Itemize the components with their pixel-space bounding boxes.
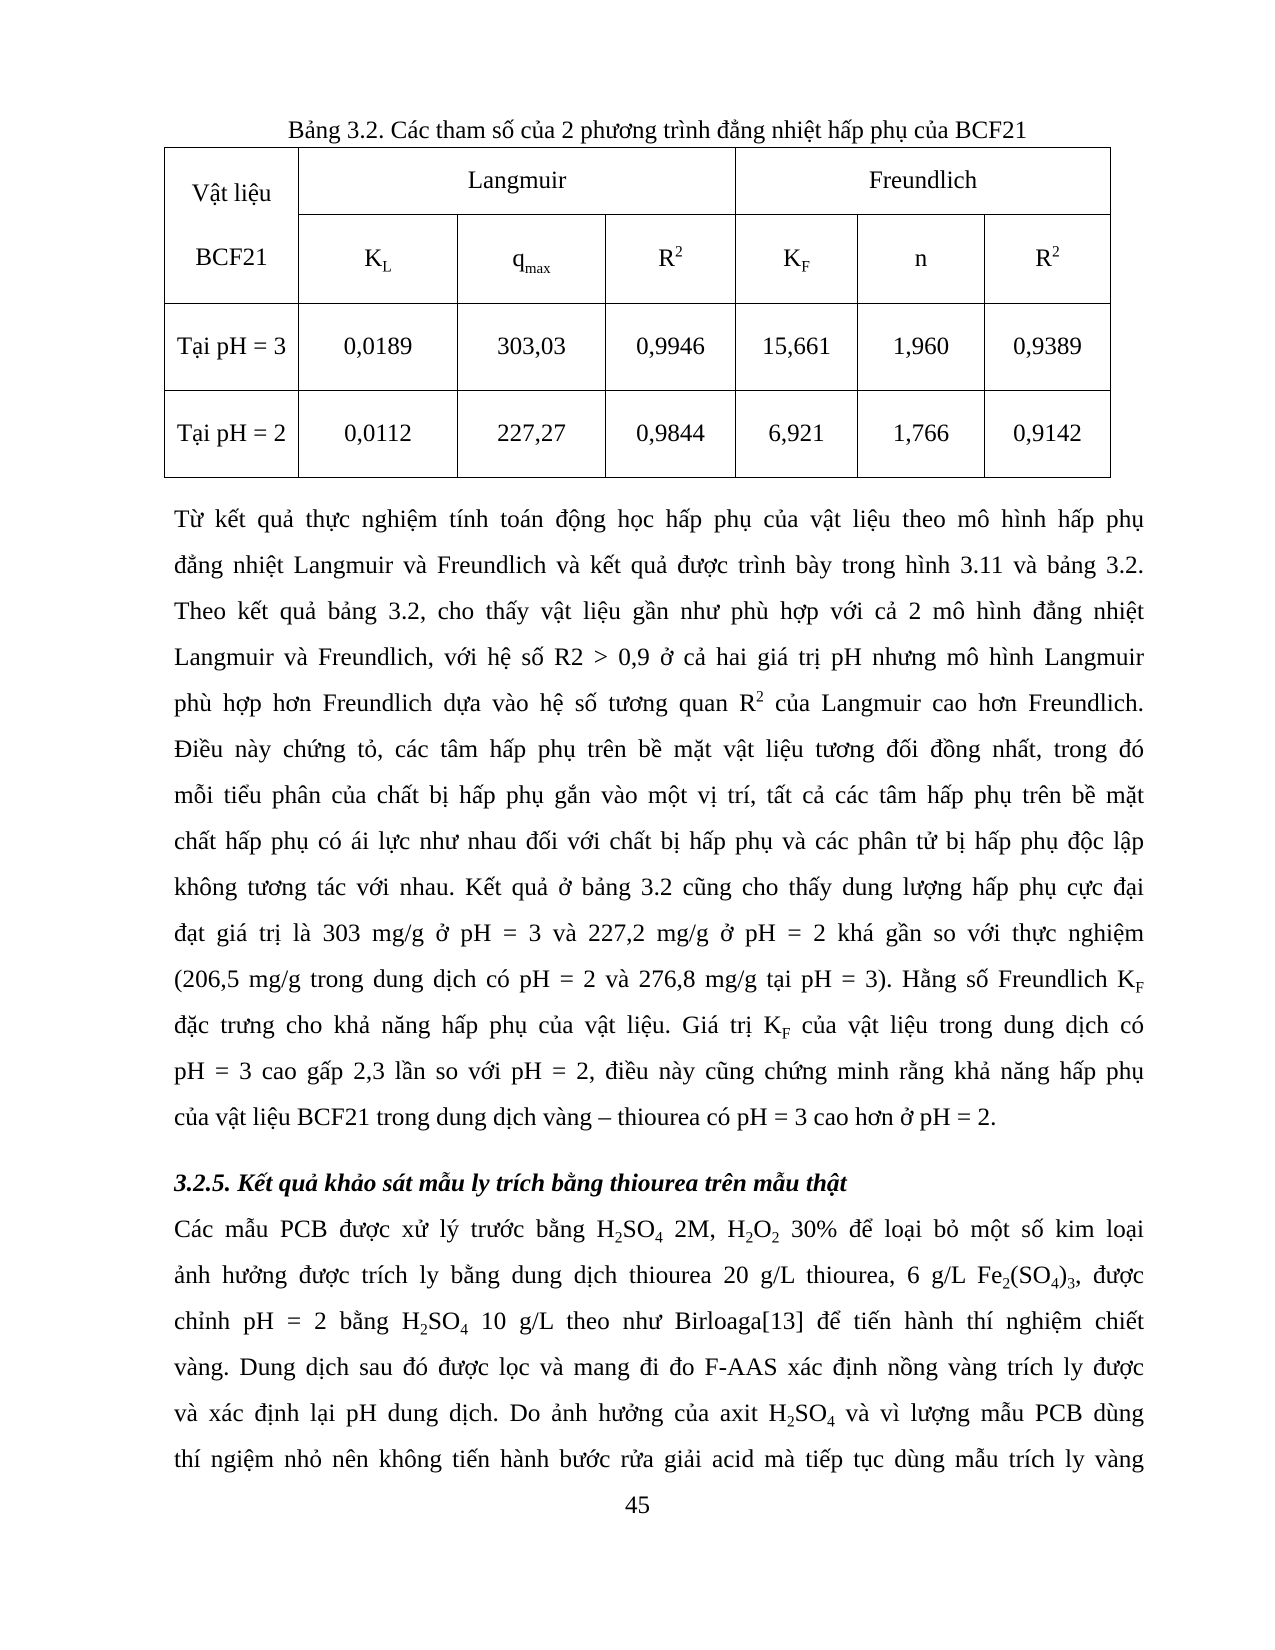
table-cell: 0,9844	[606, 391, 736, 478]
material-label-top: Vật liệu	[191, 179, 272, 207]
kl-header: $K_L$	[299, 215, 458, 304]
table-cell: 6,921	[736, 391, 858, 478]
qmax-header: $q_{max}$	[458, 215, 606, 304]
table-cell: 303,03	[458, 304, 606, 391]
table-caption: Bảng 3.2. Các tham số của 2 phương trình đẳng nhiệt hấp phụ của BCF21	[287, 117, 1028, 144]
text-line: thí ngiệm nhỏ nên không tiến hành bước rửa giải acid mà tiếp tục dùng mẫu trích ly vàng	[174, 1445, 1144, 1473]
text-line: và xác định lại pH dung dịch. Do ảnh hưởng của axit $H_2SO_4$ và vì lượng mẫu PCB dùng	[174, 1399, 1144, 1431]
page-number: 45	[625, 1492, 650, 1519]
text-line: chất hấp phụ có ái lực như nhau đối với chất bị hấp phụ và các phân tử bị hấp phụ độc lập	[174, 827, 1144, 855]
text-line: đặc trưng cho khả năng hấp phụ của vật liệu. Giá trị $K_F$ của vật liệu trong dung dịch có	[174, 1011, 1144, 1043]
r2-freundlich-header: $R^2$	[985, 215, 1111, 304]
text-line: Theo kết quả bảng 3.2, cho thấy vật liệu gần như phù hợp với cả 2 mô hình đẳng nhiệt	[174, 597, 1144, 625]
text-line: đạt giá trị là 303 mg/g ở pH = 3 và 227,2 mg/g ở pH = 2 khá gần so với thực nghiệm	[174, 919, 1144, 947]
results-paragraph	[174, 496, 1144, 1140]
isotherm-parameters-table	[164, 147, 1111, 478]
table-cell: 0,9946	[606, 304, 736, 391]
langmuir-group-header: Langmuir	[299, 148, 736, 215]
text-line: ảnh hưởng được trích ly bằng dung dịch thiourea 20 g/L thiourea, 6 g/L $Fe_2(SO_4)_3$, được	[174, 1261, 1144, 1293]
text-line: chỉnh pH = 2 bằng $H_2SO_4$ 10 g/L theo như Birloaga[13] để tiến hành thí nghiệm chiết	[174, 1307, 1144, 1339]
freundlich-group-header: Freundlich	[736, 148, 1111, 215]
text-line: (206,5 mg/g trong dung dịch có pH = 2 và 276,8 mg/g tại pH = 3). Hằng số Freundlich $K_F$	[174, 965, 1144, 997]
text-line: vàng. Dung dịch sau đó được lọc và mang đi đo F-AAS xác định nồng vàng trích ly được	[174, 1353, 1144, 1381]
table-cell: 0,9389	[985, 304, 1111, 391]
text-line: Langmuir và Freundlich, với hệ số R2 > 0,9 ở cả hai giá trị pH nhưng mô hình Langmuir	[174, 643, 1144, 671]
row-label: Tại pH = 3	[165, 304, 299, 391]
row-label: Tại pH = 2	[165, 391, 299, 478]
text-line: của vật liệu BCF21 trong dung dịch vàng – thiourea có pH = 3 cao hơn ở pH = 2.	[174, 1103, 997, 1131]
table-cell: 0,9142	[985, 391, 1111, 478]
table-cell: 15,661	[736, 304, 858, 391]
r2-langmuir-header: $R^2$	[606, 215, 736, 304]
text-line: Điều này chứng tỏ, các tâm hấp phụ trên bề mặt vật liệu tương đối đồng nhất, trong đó	[174, 735, 1144, 763]
kf-header: $K_F$	[736, 215, 858, 304]
table-cell: 1,766	[858, 391, 985, 478]
table-cell: 0,0112	[299, 391, 458, 478]
table-cell: 227,27	[458, 391, 606, 478]
table-row	[165, 391, 1111, 478]
section-heading: 3.2.5. Kết quả khảo sát mẫu ly trích bằng thiourea trên mẫu thật	[174, 1169, 847, 1197]
text-line: phù hợp hơn Freundlich dựa vào hệ số tương quan $R^2$ của Langmuir cao hơn Freundlich.	[174, 688, 1145, 717]
table-row	[165, 304, 1111, 391]
table-cell: 0,0189	[299, 304, 458, 391]
text-line: đẳng nhiệt Langmuir và Freundlich và kết quả được trình bày trong hình 3.11 và bảng 3.2.	[174, 551, 1144, 579]
real-sample-paragraph	[174, 1206, 1144, 1482]
text-line: mỗi tiểu phân của chất bị hấp phụ gắn vào một vị trí, tất cả các tâm hấp phụ trên bề mặt	[174, 781, 1144, 809]
material-header-cell	[165, 148, 299, 304]
text-line: Từ kết quả thực nghiệm tính toán động học hấp phụ của vật liệu theo mô hình hấp phụ	[174, 505, 1144, 533]
n-header: n	[858, 215, 985, 304]
text-line: pH = 3 cao gấp 2,3 lần so với pH = 2, điều này cũng chứng minh rằng khả năng hấp phụ	[174, 1057, 1144, 1085]
text-line: không tương tác với nhau. Kết quả ở bảng 3.2 cũng cho thấy dung lượng hấp phụ cực đại	[174, 873, 1144, 901]
table-cell: 1,960	[858, 304, 985, 391]
material-label-bottom: BCF21	[195, 243, 268, 271]
text-line: Các mẫu PCB được xử lý trước bằng $H_2SO_4$ 2M, $H_2O_2$ 30% để loại bỏ một số kim loại	[174, 1215, 1145, 1247]
